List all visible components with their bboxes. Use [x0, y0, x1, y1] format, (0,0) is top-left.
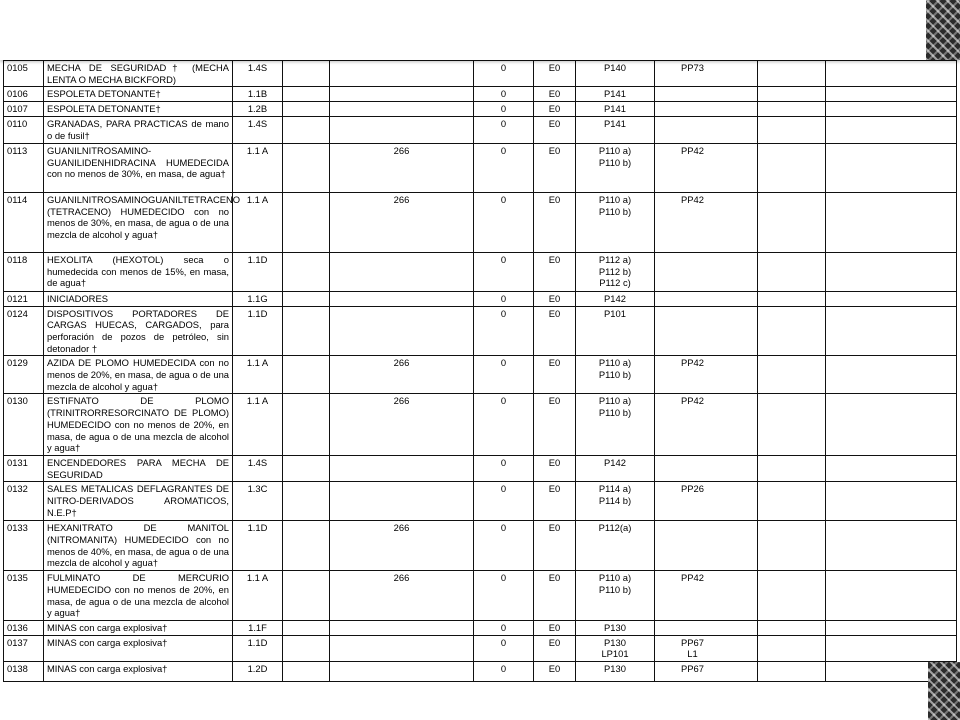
subsidiary-risk-cell: [283, 306, 330, 356]
subsidiary-risk-cell: [283, 117, 330, 143]
limited-quantity-cell: 0: [474, 662, 534, 682]
proper-shipping-name-cell: ESPOLETA DETONANTE†: [44, 87, 233, 102]
class-division-cell: 1.1 A: [233, 571, 283, 621]
class-division-cell: 1.1D: [233, 521, 283, 571]
limited-quantity-cell: 0: [474, 117, 534, 143]
class-division-cell: 1.1 A: [233, 192, 283, 252]
packing-instructions-cell-line: P110 b): [598, 205, 632, 217]
ibc-instructions-cell: [758, 306, 826, 356]
subsidiary-risk-cell: [283, 455, 330, 481]
class-division-cell: 1.3C: [233, 482, 283, 521]
table-row: [4, 571, 957, 621]
ibc-instructions-cell: [758, 455, 826, 481]
dangerous-goods-table: [3, 60, 957, 682]
class-division-cell: 1.4S: [233, 61, 283, 87]
special-packing-provisions-cell: [655, 356, 758, 394]
special-packing-provisions-cell-line: PP42: [681, 572, 704, 584]
special-provisions-cell: [330, 620, 474, 635]
packing-instructions-cell: [576, 356, 655, 394]
un-number-cell: 0121: [4, 291, 44, 306]
table-row: [4, 356, 957, 394]
packing-instructions-cell-line: P114 a): [598, 483, 632, 495]
special-packing-provisions-cell-line: PP42: [681, 144, 704, 156]
packing-instructions-cell: [576, 102, 655, 117]
ibc-instructions-cell: [758, 143, 826, 192]
un-number-cell: 0138: [4, 662, 44, 682]
packing-instructions-cell-line: P110 a): [598, 395, 632, 407]
proper-shipping-name-cell: SALES METALICAS DEFLAGRANTES DE NITRO-DERIVADOS AROMATICOS, N.E.P†: [44, 482, 233, 521]
packing-instructions-cell-line: P141: [604, 118, 626, 130]
special-packing-provisions-cell-line: PP26: [681, 483, 704, 495]
subsidiary-risk-cell: [283, 192, 330, 252]
class-division-cell: 1.2D: [233, 662, 283, 682]
table-row: [4, 394, 957, 456]
excepted-quantity-cell: E0: [534, 252, 576, 291]
subsidiary-risk-cell: [283, 356, 330, 394]
limited-quantity-cell: 0: [474, 455, 534, 481]
tank-instructions-cell: [826, 143, 957, 192]
corner-texture-top: [926, 0, 960, 60]
tank-instructions-cell: [826, 102, 957, 117]
packing-instructions-cell-line: P110 a): [598, 193, 632, 205]
special-provisions-cell: 266: [330, 394, 474, 456]
packing-instructions-cell: [576, 306, 655, 356]
packing-instructions-cell-line: P142: [604, 292, 626, 304]
ibc-instructions-cell: [758, 662, 826, 682]
special-provisions-cell: [330, 252, 474, 291]
table-row: [4, 521, 957, 571]
table-body: [4, 61, 957, 682]
packing-instructions-cell: [576, 117, 655, 143]
subsidiary-risk-cell: [283, 482, 330, 521]
limited-quantity-cell: 0: [474, 620, 534, 635]
special-provisions-cell: [330, 117, 474, 143]
limited-quantity-cell: 0: [474, 521, 534, 571]
un-number-cell: 0136: [4, 620, 44, 635]
un-number-cell: 0113: [4, 143, 44, 192]
special-packing-provisions-cell: [655, 482, 758, 521]
class-division-cell: 1.1D: [233, 252, 283, 291]
un-number-cell: 0131: [4, 455, 44, 481]
special-packing-provisions-cell: [655, 143, 758, 192]
special-packing-provisions-cell: [655, 662, 758, 682]
packing-instructions-cell: [576, 192, 655, 252]
limited-quantity-cell: 0: [474, 394, 534, 456]
packing-instructions-cell-line: P141: [604, 103, 626, 115]
proper-shipping-name-cell: MINAS con carga explosiva†: [44, 662, 233, 682]
excepted-quantity-cell: E0: [534, 620, 576, 635]
subsidiary-risk-cell: [283, 521, 330, 571]
un-number-cell: 0106: [4, 87, 44, 102]
special-provisions-cell: [330, 635, 474, 661]
special-packing-provisions-cell-line: PP42: [681, 357, 704, 369]
table-row: [4, 252, 957, 291]
proper-shipping-name-cell: GUANILNITROSAMINOGUANILTETRACENO (TETRACENO) HUMEDECIDO con no menos de 30%, en masa, de agua o de una mezcla de alcohol y agua†: [44, 192, 233, 252]
packing-instructions-cell-line: P130: [604, 636, 626, 648]
packing-instructions-cell: [576, 143, 655, 192]
tank-instructions-cell: [826, 117, 957, 143]
packing-instructions-cell-line: P142: [604, 456, 626, 468]
packing-instructions-cell-line: P112 a): [598, 253, 632, 265]
excepted-quantity-cell: E0: [534, 192, 576, 252]
tank-instructions-cell: [826, 455, 957, 481]
packing-instructions-cell-line: P110 a): [598, 357, 632, 369]
ibc-instructions-cell: [758, 571, 826, 621]
tank-instructions-cell: [826, 306, 957, 356]
excepted-quantity-cell: E0: [534, 291, 576, 306]
ibc-instructions-cell: [758, 482, 826, 521]
subsidiary-risk-cell: [283, 291, 330, 306]
special-provisions-cell: [330, 61, 474, 87]
special-provisions-cell: [330, 102, 474, 117]
tank-instructions-cell: [826, 252, 957, 291]
tank-instructions-cell: [826, 482, 957, 521]
proper-shipping-name-cell: ESTIFNATO DE PLOMO (TRINITRORRESORCINATO DE PLOMO) HUMEDECIDO con no menos de 20%, en masa, de agua o de una mezcla de alcohol y agua†: [44, 394, 233, 456]
excepted-quantity-cell: E0: [534, 394, 576, 456]
class-division-cell: 1.1B: [233, 87, 283, 102]
packing-instructions-cell: [576, 394, 655, 456]
tank-instructions-cell: [826, 571, 957, 621]
proper-shipping-name-cell: ENCENDEDORES PARA MECHA DE SEGURIDAD: [44, 455, 233, 481]
special-packing-provisions-cell: [655, 117, 758, 143]
packing-instructions-cell-line: P114 b): [598, 495, 632, 507]
special-packing-provisions-cell: [655, 87, 758, 102]
subsidiary-risk-cell: [283, 61, 330, 87]
limited-quantity-cell: 0: [474, 635, 534, 661]
limited-quantity-cell: 0: [474, 143, 534, 192]
excepted-quantity-cell: E0: [534, 143, 576, 192]
excepted-quantity-cell: E0: [534, 455, 576, 481]
limited-quantity-cell: 0: [474, 192, 534, 252]
limited-quantity-cell: 0: [474, 87, 534, 102]
table-row: [4, 87, 957, 102]
proper-shipping-name-cell: ESPOLETA DETONANTE†: [44, 102, 233, 117]
tank-instructions-cell: [826, 620, 957, 635]
special-provisions-cell: 266: [330, 356, 474, 394]
subsidiary-risk-cell: [283, 635, 330, 661]
special-packing-provisions-cell-line: PP42: [681, 395, 704, 407]
class-division-cell: 1.1D: [233, 635, 283, 661]
special-provisions-cell: 266: [330, 192, 474, 252]
special-packing-provisions-cell: [655, 635, 758, 661]
special-packing-provisions-cell-line: L1: [687, 648, 698, 660]
class-division-cell: 1.1 A: [233, 356, 283, 394]
ibc-instructions-cell: [758, 61, 826, 87]
special-packing-provisions-cell: [655, 252, 758, 291]
subsidiary-risk-cell: [283, 662, 330, 682]
subsidiary-risk-cell: [283, 252, 330, 291]
packing-instructions-cell: [576, 87, 655, 102]
excepted-quantity-cell: E0: [534, 87, 576, 102]
class-division-cell: 1.2B: [233, 102, 283, 117]
excepted-quantity-cell: E0: [534, 61, 576, 87]
un-number-cell: 0105: [4, 61, 44, 87]
class-division-cell: 1.1 A: [233, 394, 283, 456]
packing-instructions-cell: [576, 620, 655, 635]
special-provisions-cell: [330, 482, 474, 521]
table-row: [4, 291, 957, 306]
tank-instructions-cell: [826, 192, 957, 252]
excepted-quantity-cell: E0: [534, 102, 576, 117]
limited-quantity-cell: 0: [474, 61, 534, 87]
packing-instructions-cell-line: P112(a): [598, 522, 632, 534]
excepted-quantity-cell: E0: [534, 482, 576, 521]
excepted-quantity-cell: E0: [534, 635, 576, 661]
ibc-instructions-cell: [758, 291, 826, 306]
packing-instructions-cell-line: P141: [604, 88, 626, 100]
un-number-cell: 0107: [4, 102, 44, 117]
limited-quantity-cell: 0: [474, 252, 534, 291]
ibc-instructions-cell: [758, 394, 826, 456]
special-packing-provisions-cell: [655, 455, 758, 481]
table-row: [4, 482, 957, 521]
tank-instructions-cell: [826, 61, 957, 87]
table-row: [4, 455, 957, 481]
proper-shipping-name-cell: HEXOLITA (HEXOTOL) seca o humedecida con menos de 15%, en masa, de agua†: [44, 252, 233, 291]
proper-shipping-name-cell: MINAS con carga explosiva†: [44, 635, 233, 661]
packing-instructions-cell-line: P110 b): [598, 583, 632, 595]
packing-instructions-cell-line: P110 b): [598, 156, 632, 168]
packing-instructions-cell-line: P110 a): [598, 144, 632, 156]
excepted-quantity-cell: E0: [534, 662, 576, 682]
table-row: [4, 117, 957, 143]
packing-instructions-cell: [576, 662, 655, 682]
special-packing-provisions-cell-line: PP67: [681, 663, 704, 675]
table-row: [4, 61, 957, 87]
special-packing-provisions-cell: [655, 61, 758, 87]
slide-top-bar: [0, 0, 960, 60]
proper-shipping-name-cell: MINAS con carga explosiva†: [44, 620, 233, 635]
special-provisions-cell: [330, 87, 474, 102]
ibc-instructions-cell: [758, 87, 826, 102]
limited-quantity-cell: 0: [474, 482, 534, 521]
limited-quantity-cell: 0: [474, 102, 534, 117]
proper-shipping-name-cell: HEXANITRATO DE MANITOL (NITROMANITA) HUMEDECIDO con no menos de 40%, en masa, de agua o de una mezcla de alcohol y agua†: [44, 521, 233, 571]
proper-shipping-name-cell: GUANILNITROSAMINO-GUANILIDENHIDRACINA HUMEDECIDA con no menos de 30%, en masa, de agua†: [44, 143, 233, 192]
subsidiary-risk-cell: [283, 102, 330, 117]
table-row: [4, 620, 957, 635]
ibc-instructions-cell: [758, 521, 826, 571]
ibc-instructions-cell: [758, 356, 826, 394]
un-number-cell: 0135: [4, 571, 44, 621]
special-packing-provisions-cell: [655, 394, 758, 456]
packing-instructions-cell-line: P101: [604, 307, 626, 319]
proper-shipping-name-cell: GRANADAS, PARA PRACTICAS de mano o de fusil†: [44, 117, 233, 143]
packing-instructions-cell-line: P110 b): [598, 369, 632, 381]
special-packing-provisions-cell: [655, 306, 758, 356]
tank-instructions-cell: [826, 394, 957, 456]
un-number-cell: 0114: [4, 192, 44, 252]
class-division-cell: 1.1D: [233, 306, 283, 356]
un-number-cell: 0137: [4, 635, 44, 661]
excepted-quantity-cell: E0: [534, 306, 576, 356]
special-provisions-cell: [330, 455, 474, 481]
ibc-instructions-cell: [758, 620, 826, 635]
proper-shipping-name-cell: FULMINATO DE MERCURIO HUMEDECIDO con no menos de 20%, en masa, de agua o de una mezcla de alcohol y agua†: [44, 571, 233, 621]
subsidiary-risk-cell: [283, 620, 330, 635]
un-number-cell: 0118: [4, 252, 44, 291]
tank-instructions-cell: [826, 87, 957, 102]
special-provisions-cell: 266: [330, 571, 474, 621]
special-provisions-cell: 266: [330, 143, 474, 192]
table-row: [4, 662, 957, 682]
ibc-instructions-cell: [758, 635, 826, 661]
excepted-quantity-cell: E0: [534, 117, 576, 143]
special-provisions-cell: 266: [330, 521, 474, 571]
packing-instructions-cell: [576, 455, 655, 481]
packing-instructions-cell-line: P110 a): [598, 572, 632, 584]
class-division-cell: 1.1F: [233, 620, 283, 635]
dangerous-goods-table-view: [0, 60, 960, 675]
limited-quantity-cell: 0: [474, 571, 534, 621]
special-packing-provisions-cell: [655, 521, 758, 571]
packing-instructions-cell-line: P112 b): [598, 265, 632, 277]
class-division-cell: 1.4S: [233, 455, 283, 481]
packing-instructions-cell-line: P140: [604, 62, 626, 73]
un-number-cell: 0110: [4, 117, 44, 143]
table-row: [4, 143, 957, 192]
tank-instructions-cell: [826, 291, 957, 306]
special-packing-provisions-cell-line: PP73: [681, 62, 704, 73]
packing-instructions-cell: [576, 571, 655, 621]
corner-texture-bottom: [928, 662, 960, 720]
special-packing-provisions-cell: [655, 192, 758, 252]
special-provisions-cell: [330, 291, 474, 306]
table-row: [4, 306, 957, 356]
limited-quantity-cell: 0: [474, 356, 534, 394]
subsidiary-risk-cell: [283, 571, 330, 621]
special-packing-provisions-cell: [655, 571, 758, 621]
class-division-cell: 1.1 A: [233, 143, 283, 192]
packing-instructions-cell-line: P130: [604, 621, 626, 633]
ibc-instructions-cell: [758, 102, 826, 117]
un-number-cell: 0129: [4, 356, 44, 394]
un-number-cell: 0132: [4, 482, 44, 521]
packing-instructions-cell-line: LP101: [601, 648, 629, 660]
special-packing-provisions-cell: [655, 102, 758, 117]
packing-instructions-cell: [576, 61, 655, 87]
subsidiary-risk-cell: [283, 143, 330, 192]
special-packing-provisions-cell: [655, 291, 758, 306]
limited-quantity-cell: 0: [474, 306, 534, 356]
excepted-quantity-cell: E0: [534, 521, 576, 571]
un-number-cell: 0133: [4, 521, 44, 571]
packing-instructions-cell: [576, 521, 655, 571]
proper-shipping-name-cell: DISPOSITIVOS PORTADORES DE CARGAS HUECAS, CARGADOS, para perforación de pozos de petróleo, sin detonador †: [44, 306, 233, 356]
class-division-cell: 1.1G: [233, 291, 283, 306]
class-division-cell: 1.4S: [233, 117, 283, 143]
limited-quantity-cell: 0: [474, 291, 534, 306]
un-number-cell: 0130: [4, 394, 44, 456]
packing-instructions-cell-line: P130: [604, 663, 626, 675]
tank-instructions-cell: [826, 356, 957, 394]
tank-instructions-cell: [826, 521, 957, 571]
packing-instructions-cell: [576, 291, 655, 306]
ibc-instructions-cell: [758, 252, 826, 291]
packing-instructions-cell-line: P110 b): [598, 407, 632, 419]
ibc-instructions-cell: [758, 192, 826, 252]
ibc-instructions-cell: [758, 117, 826, 143]
packing-instructions-cell: [576, 252, 655, 291]
table-row: [4, 635, 957, 661]
tank-instructions-cell: [826, 635, 957, 661]
subsidiary-risk-cell: [283, 87, 330, 102]
proper-shipping-name-cell: MECHA DE SEGURIDAD† (MECHA LENTA O MECHA BICKFORD): [44, 61, 233, 87]
subsidiary-risk-cell: [283, 394, 330, 456]
packing-instructions-cell-line: P112 c): [599, 277, 631, 289]
special-packing-provisions-cell: [655, 620, 758, 635]
packing-instructions-cell: [576, 635, 655, 661]
excepted-quantity-cell: E0: [534, 571, 576, 621]
excepted-quantity-cell: E0: [534, 356, 576, 394]
proper-shipping-name-cell: INICIADORES: [44, 291, 233, 306]
table-row: [4, 192, 957, 252]
table-row: [4, 102, 957, 117]
special-packing-provisions-cell-line: PP42: [681, 193, 704, 205]
special-provisions-cell: [330, 662, 474, 682]
special-provisions-cell: [330, 306, 474, 356]
un-number-cell: 0124: [4, 306, 44, 356]
packing-instructions-cell: [576, 482, 655, 521]
proper-shipping-name-cell: AZIDA DE PLOMO HUMEDECIDA con no menos de 20%, en masa, de agua o de una mezcla de alcohol y agua†: [44, 356, 233, 394]
special-packing-provisions-cell-line: PP67: [681, 636, 704, 648]
